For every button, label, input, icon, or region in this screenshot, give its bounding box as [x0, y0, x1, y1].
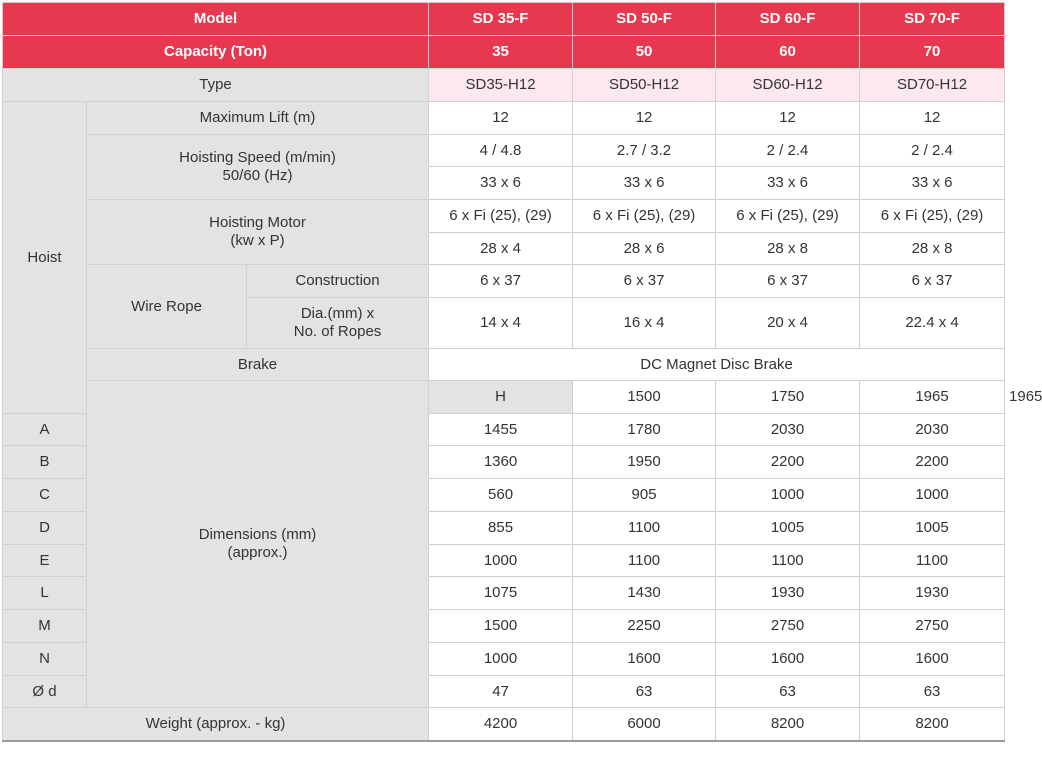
speed-cell: 33 x 6 [429, 167, 573, 200]
dimensions-label-line2: (approx.) [227, 544, 288, 561]
construction-row [3, 265, 1005, 298]
rope-dia-cell: 22.4 x 4 [860, 298, 1005, 349]
dimension-cell: 1100 [716, 545, 860, 577]
motor-cell: 28 x 8 [716, 233, 860, 265]
construction-cell: 6 x 37 [429, 265, 573, 298]
dimension-cell: 1000 [429, 643, 573, 676]
dimension-cell: 1075 [429, 577, 573, 610]
dimension-cell: 2750 [716, 610, 860, 643]
weight-cell: 8200 [716, 708, 860, 742]
motor-label-line2: (kw x P) [230, 232, 285, 249]
type-cell: SD70-H12 [860, 69, 1005, 102]
dimension-cell: 1930 [716, 577, 860, 610]
dimension-cell: 855 [429, 512, 573, 545]
type-row [3, 69, 1005, 102]
dimension-cell: 1930 [860, 577, 1005, 610]
capacity-cell: 60 [716, 36, 860, 69]
dimension-cell: 2200 [716, 446, 860, 479]
dimension-cell: 1000 [860, 479, 1005, 512]
model-cell: SD 50-F [573, 3, 716, 36]
brake-row [3, 349, 1005, 381]
construction-cell: 6 x 37 [573, 265, 716, 298]
rope-dia-cell: 16 x 4 [573, 298, 716, 349]
motor-cell: 6 x Fi (25), (29) [573, 200, 716, 233]
construction-cell: 6 x 37 [716, 265, 860, 298]
dimension-cell: 1750 [716, 381, 860, 414]
construction-cell: 6 x 37 [860, 265, 1005, 298]
hoist-label: Hoist [3, 102, 87, 414]
weight-cell: 8200 [860, 708, 1005, 742]
max-lift-cell: 12 [716, 102, 860, 135]
speed-label-line1: Hoisting Speed (m/min) [179, 149, 336, 166]
dimension-label: N [3, 643, 87, 676]
dimension-cell: 2200 [860, 446, 1005, 479]
dimension-cell: 1005 [860, 512, 1005, 545]
weight-cell: 4200 [429, 708, 573, 742]
dimension-label: Ø d [3, 676, 87, 708]
dimension-label: D [3, 512, 87, 545]
motor-cell: 6 x Fi (25), (29) [716, 200, 860, 233]
motor-cell: 28 x 4 [429, 233, 573, 265]
dimensions-label-line1: Dimensions (mm) [198, 526, 317, 543]
brake-label: Brake [87, 349, 429, 381]
motor-row [3, 200, 1005, 233]
speed-cell: 4 / 4.8 [429, 135, 573, 167]
motor-cell: 6 x Fi (25), (29) [860, 200, 1005, 233]
dimension-label: M [3, 610, 87, 643]
speed-cell: 33 x 6 [860, 167, 1005, 200]
rope-dia-label-line2: No. of Ropes [293, 323, 382, 340]
dimension-row: Dimensions (mm) (approx.) H 1500 1750 1965 1965 [3, 381, 1005, 414]
dimension-cell: 47 [429, 676, 573, 708]
dimension-cell: 1005 [716, 512, 860, 545]
speed-cell: 2 / 2.4 [716, 135, 860, 167]
speed-label [87, 135, 429, 200]
wire-rope-label: Wire Rope [87, 265, 247, 349]
capacity-cell: 50 [573, 36, 716, 69]
dimension-cell: 1950 [573, 446, 716, 479]
dimension-cell: 1500 [429, 610, 573, 643]
speed-label-line2: 50/60 (Hz) [222, 167, 293, 184]
dimension-cell: 1600 [860, 643, 1005, 676]
motor-label-line1: Hoisting Motor [209, 214, 306, 231]
rope-dia-cell: 14 x 4 [429, 298, 573, 349]
dimension-cell: 63 [860, 676, 1005, 708]
dimension-cell: 1100 [573, 512, 716, 545]
dimension-cell: 2250 [573, 610, 716, 643]
max-lift-row [3, 102, 1005, 135]
construction-label: Construction [247, 265, 429, 298]
model-cell: SD 35-F [429, 3, 573, 36]
dimension-cell: 1430 [573, 577, 716, 610]
max-lift-cell: 12 [573, 102, 716, 135]
capacity-label: Capacity (Ton) [3, 36, 429, 69]
dimension-cell: 1600 [716, 643, 860, 676]
dimension-cell: 2750 [860, 610, 1005, 643]
speed-cell: 2.7 / 3.2 [573, 135, 716, 167]
model-row [3, 3, 1005, 36]
speed-cell: 33 x 6 [716, 167, 860, 200]
type-cell: SD35-H12 [429, 69, 573, 102]
dimension-cell: 1965 [860, 381, 1005, 414]
dimension-cell: 1100 [573, 545, 716, 577]
model-cell: SD 70-F [860, 3, 1005, 36]
rope-dia-label-line1: Dia.(mm) x [300, 305, 375, 322]
motor-cell: 28 x 6 [573, 233, 716, 265]
dimension-label: E [3, 545, 87, 577]
max-lift-cell: 12 [429, 102, 573, 135]
speed-row [3, 135, 1005, 167]
model-label: Model [3, 3, 429, 36]
dimension-cell: 1500 [573, 381, 716, 414]
dimension-label: H [429, 381, 573, 414]
dimensions-label [87, 381, 429, 708]
max-lift-cell: 12 [860, 102, 1005, 135]
model-cell: SD 60-F [716, 3, 860, 36]
dimension-cell: 560 [429, 479, 573, 512]
dimension-cell: 1780 [573, 414, 716, 446]
dimension-label: B [3, 446, 87, 479]
capacity-cell: 35 [429, 36, 573, 69]
dimension-cell: 1360 [429, 446, 573, 479]
capacity-cell: 70 [860, 36, 1005, 69]
dimension-cell: 2030 [860, 414, 1005, 446]
dimension-cell: 1000 [716, 479, 860, 512]
motor-cell: 28 x 8 [860, 233, 1005, 265]
dimension-cell: 1600 [573, 643, 716, 676]
dimension-cell: 905 [573, 479, 716, 512]
type-cell: SD60-H12 [716, 69, 860, 102]
spec-table [2, 2, 1042, 742]
dimension-cell: 1455 [429, 414, 573, 446]
dimension-cell: 1100 [860, 545, 1005, 577]
weight-cell: 6000 [573, 708, 716, 742]
brake-cell: DC Magnet Disc Brake [429, 349, 1005, 381]
capacity-row [3, 36, 1005, 69]
dimension-label: C [3, 479, 87, 512]
weight-label: Weight (approx. - kg) [3, 708, 429, 742]
dimension-label: A [3, 414, 87, 446]
speed-cell: 2 / 2.4 [860, 135, 1005, 167]
speed-cell: 33 x 6 [573, 167, 716, 200]
dimension-cell: 63 [716, 676, 860, 708]
motor-cell: 6 x Fi (25), (29) [429, 200, 573, 233]
rope-dia-label [247, 298, 429, 349]
dimension-cell: 1000 [429, 545, 573, 577]
weight-row [3, 708, 1005, 742]
dimension-label: L [3, 577, 87, 610]
type-cell: SD50-H12 [573, 69, 716, 102]
dimension-cell: 63 [573, 676, 716, 708]
type-label: Type [3, 69, 429, 102]
dimension-cell: 2030 [716, 414, 860, 446]
rope-dia-cell: 20 x 4 [716, 298, 860, 349]
motor-label [87, 200, 429, 265]
max-lift-label: Maximum Lift (m) [87, 102, 429, 135]
